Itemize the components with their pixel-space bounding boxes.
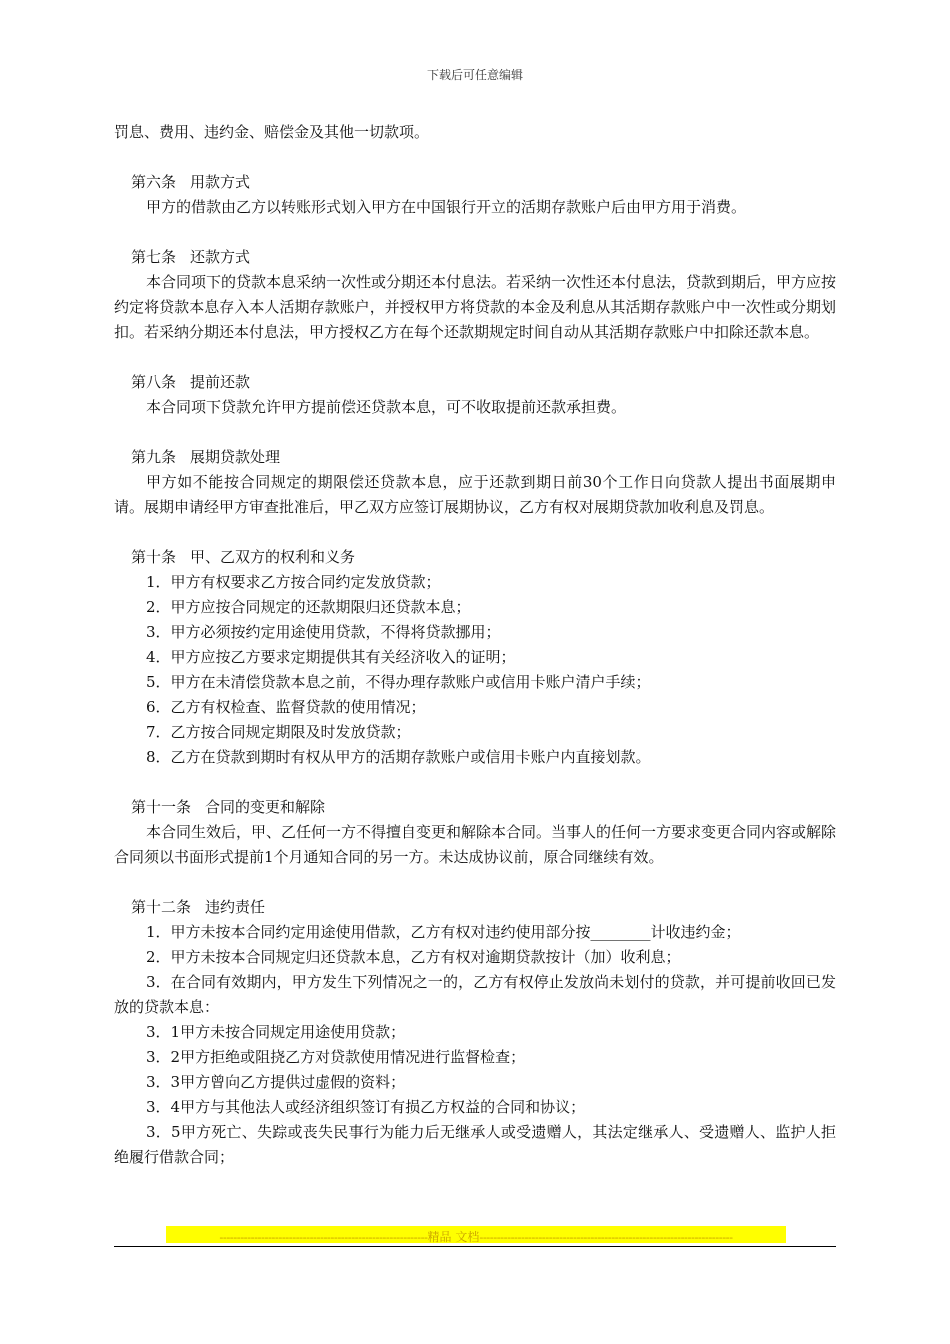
section-number: 第八条 xyxy=(131,373,177,391)
section-heading xyxy=(114,895,836,920)
footer-dashes-left: ------------------------------------------------------------ xyxy=(219,1231,428,1243)
section-heading xyxy=(114,545,836,570)
section-heading xyxy=(114,370,836,395)
section-body: 甲方的借款由乙方以转账形式划入甲方在中国银行开立的活期存款账户后由甲方用于消费。 xyxy=(146,198,747,216)
list-item: 1．甲方未按本合同约定用途使用借款，乙方有权对违约使用部分按________计收违约金； xyxy=(146,923,741,941)
section-title: 甲、乙双方的权利和义务 xyxy=(190,548,356,566)
section-12 xyxy=(114,895,836,1170)
list-item: 3．2甲方拒绝或阻挠乙方对贷款使用情况进行监督检查； xyxy=(146,1048,526,1066)
section-number: 第七条 xyxy=(131,248,177,266)
section-number: 第十一条 xyxy=(131,798,192,816)
section-6 xyxy=(114,170,836,220)
section-9 xyxy=(114,445,836,520)
footer-dashes-right: ------------------------------------------------------------------------- xyxy=(479,1231,733,1243)
section-8 xyxy=(114,370,836,420)
section-title: 合同的变更和解除 xyxy=(205,798,326,816)
section-heading xyxy=(114,170,836,195)
list-item: 7．乙方按合同规定期限及时发放贷款； xyxy=(146,723,411,741)
section-body: 甲方如不能按合同规定的期限偿还贷款本息，应于还款到期日前30个工作日向贷款人提出书面展期申请。展期申请经甲方审查批准后，甲乙双方应签订展期协议，乙方有权对展期贷款加收利息及罚息。 xyxy=(114,473,836,516)
list-item: 4．甲方应按乙方要求定期提供其有关经济收入的证明； xyxy=(146,648,516,666)
intro-paragraph: 罚息、费用、违约金、赔偿金及其他一切款项。 xyxy=(114,123,430,141)
section-heading xyxy=(114,445,836,470)
section-title: 用款方式 xyxy=(190,173,251,191)
list-item: 3．1甲方未按合同规定用途使用贷款； xyxy=(146,1023,406,1041)
section-title: 提前还款 xyxy=(190,373,251,391)
section-10 xyxy=(114,545,836,770)
section-title: 还款方式 xyxy=(190,248,251,266)
list-item: 3．5甲方死亡、失踪或丧失民事行为能力后无继承人或受遗赠人，其法定继承人、受遗赠人、监护人拒绝履行借款合同； xyxy=(114,1123,836,1166)
page-header: 下载后可任意编辑 xyxy=(426,68,523,82)
list-item: 8．乙方在贷款到期时有权从甲方的活期存款账户或信用卡账户内直接划款。 xyxy=(146,748,651,766)
list-item: 6．乙方有权检查、监督贷款的使用情况； xyxy=(146,698,426,716)
section-title: 违约责任 xyxy=(205,898,266,916)
document-body xyxy=(114,120,836,1170)
section-heading xyxy=(114,795,836,820)
section-number: 第十二条 xyxy=(131,898,192,916)
list-item: 3．在合同有效期内，甲方发生下列情况之一的，乙方有权停止发放尚未划付的贷款，并可提前收回已发放的贷款本息： xyxy=(114,973,836,1016)
list-item: 5．甲方在未清偿贷款本息之前，不得办理存款账户或信用卡账户清户手续； xyxy=(146,673,651,691)
section-body: 本合同生效后，甲、乙任何一方不得擅自变更和解除本合同。当事人的任何一方要求变更合同内容或解除合同须以书面形式提前1个月通知合同的另一方。未达成协议前，原合同继续有效。 xyxy=(114,823,837,866)
list-item: 3．4甲方与其他法人或经济组织签订有损乙方权益的合同和协议； xyxy=(146,1098,586,1116)
section-body: 本合同项下贷款允许甲方提前偿还贷款本息，可不收取提前还款承担费。 xyxy=(146,398,627,416)
section-heading xyxy=(114,245,836,270)
section-number: 第六条 xyxy=(131,173,177,191)
footer-divider xyxy=(114,1246,836,1247)
list-item: 2．甲方未按本合同规定归还贷款本息，乙方有权对逾期贷款按计（加）收利息； xyxy=(146,948,681,966)
section-number: 第九条 xyxy=(131,448,177,466)
list-item: 3．甲方必须按约定用途使用贷款，不得将贷款挪用； xyxy=(146,623,501,641)
section-11 xyxy=(114,795,836,870)
list-item: 3．3甲方曾向乙方提供过虚假的资料； xyxy=(146,1073,406,1091)
section-title: 展期贷款处理 xyxy=(190,448,281,466)
section-body: 本合同项下的贷款本息采纳一次性或分期还本付息法。若采纳一次性还本付息法，贷款到期后，甲方应按约定将贷款本息存入本人活期存款账户，并授权甲方将贷款的本金及利息从其活期存款账户中一次性或分期划扣。若采纳分期还本付息法，甲方授权乙方在每个还款期规定时间自动从其活期存款账户中扣除还款本息。 xyxy=(114,273,837,341)
list-item: 2．甲方应按合同规定的还款期限归还贷款本息； xyxy=(146,598,471,616)
section-7 xyxy=(114,245,836,345)
section-number: 第十条 xyxy=(131,548,177,566)
footer-watermark xyxy=(166,1226,786,1243)
list-item: 1．甲方有权要求乙方按合同约定发放贷款； xyxy=(146,573,441,591)
footer-label: 精品 文档 xyxy=(427,1230,480,1243)
